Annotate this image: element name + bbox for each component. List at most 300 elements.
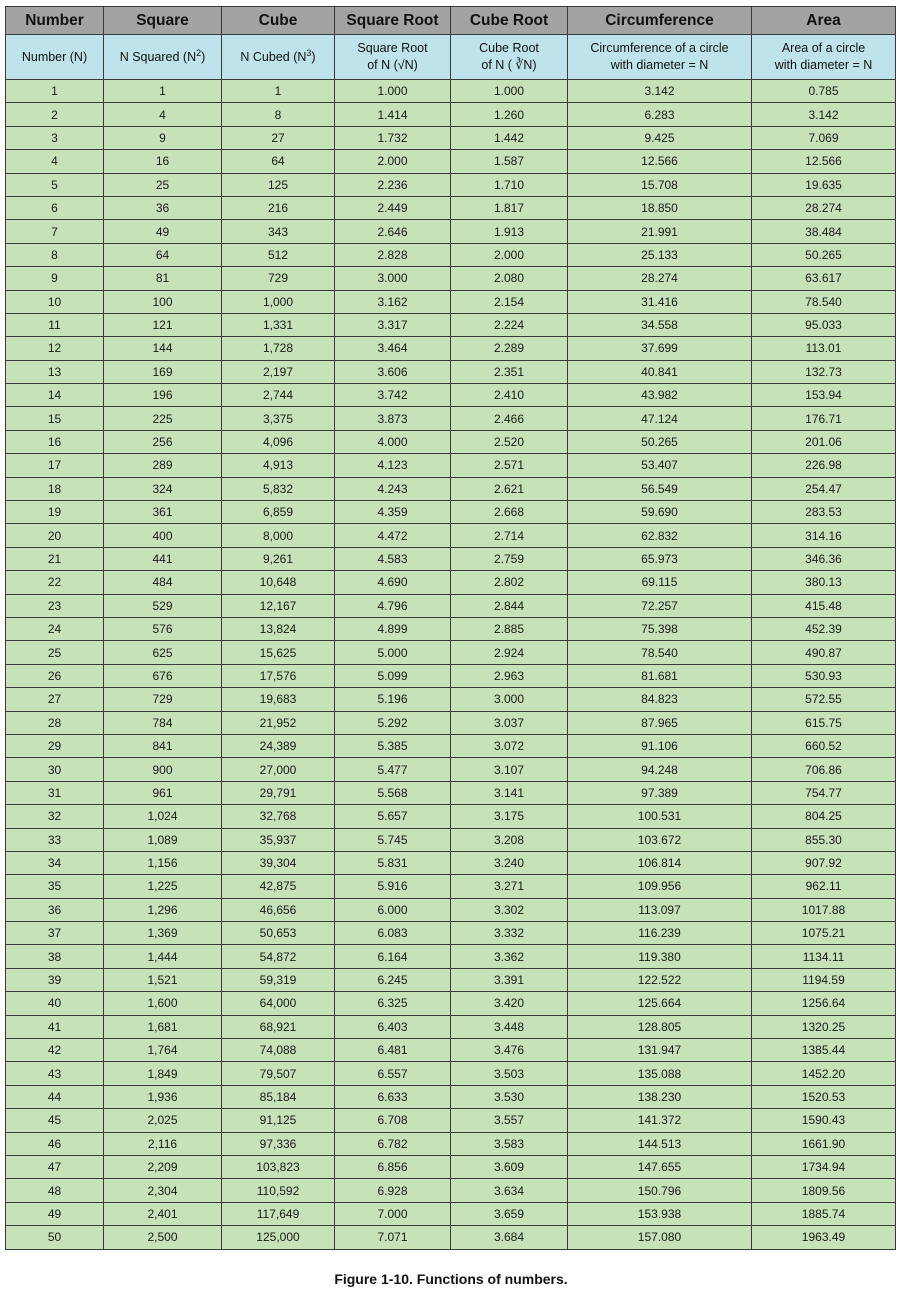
cell-cube-root: 3.271 [451,875,568,898]
cell-cube-root: 1.710 [451,173,568,196]
cell-area: 1734.94 [752,1155,896,1178]
cell-square-root: 5.196 [335,688,451,711]
cell-cube-root: 3.208 [451,828,568,851]
cell-number: 26 [6,664,104,687]
cell-circumference: 109.956 [568,875,752,898]
cell-cube-root: 3.448 [451,1015,568,1038]
cell-number: 48 [6,1179,104,1202]
cell-area: 1661.90 [752,1132,896,1155]
cell-number: 35 [6,875,104,898]
cell-circumference: 78.540 [568,641,752,664]
table-row [6,1039,896,1062]
cell-area: 1809.56 [752,1179,896,1202]
table-row [6,547,896,570]
cell-circumference: 87.965 [568,711,752,734]
cell-number: 32 [6,805,104,828]
table-row [6,898,896,921]
cell-cube: 12,167 [222,594,335,617]
cell-number: 50 [6,1226,104,1249]
table-row [6,430,896,453]
cell-square-root: 7.000 [335,1202,451,1225]
cell-area: 1256.64 [752,992,896,1015]
table-row [6,524,896,547]
cell-circumference: 72.257 [568,594,752,617]
cell-cube-root: 3.634 [451,1179,568,1202]
cell-number: 22 [6,571,104,594]
table-row [6,290,896,313]
cell-square-root: 3.162 [335,290,451,313]
cell-square-root: 6.083 [335,922,451,945]
cell-area: 804.25 [752,805,896,828]
cell-square-root: 4.796 [335,594,451,617]
table-row [6,1132,896,1155]
table-row [6,220,896,243]
cell-number: 2 [6,103,104,126]
column-header-circumference: Circumference [568,7,752,35]
cell-number: 16 [6,430,104,453]
cell-number: 28 [6,711,104,734]
cell-cube-root: 3.659 [451,1202,568,1225]
cell-cube-root: 1.587 [451,150,568,173]
cell-area: 19.635 [752,173,896,196]
cell-cube: 3,375 [222,407,335,430]
subheader-row [6,35,896,80]
cell-number: 11 [6,313,104,336]
cell-circumference: 138.230 [568,1085,752,1108]
table-row [6,1015,896,1038]
subheader-text: ) [311,49,316,64]
column-subheader-cube [222,35,335,80]
table-row [6,664,896,687]
subheader-line: with diameter = N [774,58,873,72]
cell-square-root: 6.633 [335,1085,451,1108]
cell-number: 33 [6,828,104,851]
cell-cube-root: 2.668 [451,501,568,524]
cell-number: 34 [6,851,104,874]
cell-circumference: 119.380 [568,945,752,968]
header-row [6,7,896,35]
cell-cube: 15,625 [222,641,335,664]
cell-square-root: 6.403 [335,1015,451,1038]
cell-cube-root: 3.583 [451,1132,568,1155]
cell-square-root: 5.385 [335,734,451,757]
cell-area: 12.566 [752,150,896,173]
cell-area: 283.53 [752,501,896,524]
cell-number: 19 [6,501,104,524]
cell-area: 28.274 [752,196,896,219]
subheader-text: N Cubed (N [240,49,307,64]
cell-cube: 10,648 [222,571,335,594]
cell-area: 530.93 [752,664,896,687]
cell-cube-root: 2.351 [451,360,568,383]
column-header-number: Number [6,7,104,35]
cell-cube-root: 3.175 [451,805,568,828]
cell-cube: 1 [222,80,335,103]
cell-cube: 512 [222,243,335,266]
cell-square-root: 2.828 [335,243,451,266]
table-row [6,1155,896,1178]
cell-cube-root: 2.802 [451,571,568,594]
cell-circumference: 100.531 [568,805,752,828]
cell-number: 3 [6,126,104,149]
cell-area: 1134.11 [752,945,896,968]
cell-cube: 79,507 [222,1062,335,1085]
cell-cube-root: 3.530 [451,1085,568,1108]
cell-number: 36 [6,898,104,921]
column-header-cube-root: Cube Root [451,7,568,35]
table-row [6,1085,896,1108]
cell-area: 1075.21 [752,922,896,945]
cell-circumference: 150.796 [568,1179,752,1202]
cell-area: 38.484 [752,220,896,243]
table-row [6,945,896,968]
cell-cube: 125 [222,173,335,196]
cell-square-root: 6.245 [335,968,451,991]
cell-cube-root: 2.154 [451,290,568,313]
cell-circumference: 106.814 [568,851,752,874]
cell-square-root: 6.856 [335,1155,451,1178]
cell-square: 36 [104,196,222,219]
cell-area: 490.87 [752,641,896,664]
cell-square-root: 6.782 [335,1132,451,1155]
cell-cube-root: 3.362 [451,945,568,968]
cell-square-root: 5.916 [335,875,451,898]
cell-cube-root: 2.224 [451,313,568,336]
table-row [6,1179,896,1202]
cell-square: 4 [104,103,222,126]
table-row [6,875,896,898]
cell-cube: 85,184 [222,1085,335,1108]
cell-circumference: 116.239 [568,922,752,945]
cell-square: 16 [104,150,222,173]
cell-cube-root: 3.332 [451,922,568,945]
cell-number: 9 [6,267,104,290]
cell-number: 40 [6,992,104,1015]
cell-cube-root: 3.420 [451,992,568,1015]
cell-square-root: 1.732 [335,126,451,149]
table-body [6,80,896,1250]
cell-square: 784 [104,711,222,734]
cell-square: 289 [104,454,222,477]
cell-circumference: 37.699 [568,337,752,360]
cell-circumference: 122.522 [568,968,752,991]
cell-cube-root: 2.621 [451,477,568,500]
cell-cube: 2,197 [222,360,335,383]
cell-area: 132.73 [752,360,896,383]
cell-cube: 54,872 [222,945,335,968]
table-row [6,1109,896,1132]
cell-cube: 110,592 [222,1179,335,1202]
subheader-line: of N (√N) [367,58,418,72]
cell-circumference: 91.106 [568,734,752,757]
cell-cube-root: 3.503 [451,1062,568,1085]
cell-cube-root: 1.913 [451,220,568,243]
cell-square: 729 [104,688,222,711]
cell-cube: 1,000 [222,290,335,313]
cell-cube-root: 3.000 [451,688,568,711]
table-row [6,243,896,266]
cell-square: 2,209 [104,1155,222,1178]
cell-square: 361 [104,501,222,524]
cell-square: 2,500 [104,1226,222,1249]
cell-circumference: 34.558 [568,313,752,336]
cell-square: 1,296 [104,898,222,921]
subheader-line: of N ( ∛N) [481,58,537,72]
column-subheader-square [104,35,222,80]
cell-area: 855.30 [752,828,896,851]
cell-cube-root: 1.000 [451,80,568,103]
cell-cube-root: 2.885 [451,617,568,640]
cell-circumference: 97.389 [568,781,752,804]
cell-cube: 64 [222,150,335,173]
table-row [6,758,896,781]
cell-square: 324 [104,477,222,500]
cell-square: 256 [104,430,222,453]
cell-circumference: 135.088 [568,1062,752,1085]
cell-cube: 117,649 [222,1202,335,1225]
cell-circumference: 3.142 [568,80,752,103]
cell-square: 625 [104,641,222,664]
cell-cube: 1,331 [222,313,335,336]
cell-cube-root: 2.000 [451,243,568,266]
cell-square: 144 [104,337,222,360]
cell-cube-root: 2.289 [451,337,568,360]
cell-circumference: 62.832 [568,524,752,547]
cell-square-root: 4.899 [335,617,451,640]
cell-square-root: 2.236 [335,173,451,196]
cell-cube: 8,000 [222,524,335,547]
cell-circumference: 28.274 [568,267,752,290]
cell-square-root: 4.472 [335,524,451,547]
cell-circumference: 18.850 [568,196,752,219]
cell-number: 44 [6,1085,104,1108]
cell-cube-root: 3.037 [451,711,568,734]
cell-cube: 27,000 [222,758,335,781]
cell-number: 38 [6,945,104,968]
cell-cube-root: 3.684 [451,1226,568,1249]
cell-area: 1385.44 [752,1039,896,1062]
cell-cube: 5,832 [222,477,335,500]
cell-cube-root: 3.107 [451,758,568,781]
cell-area: 95.033 [752,313,896,336]
table-row [6,781,896,804]
superscript: 3 [306,47,312,58]
cell-square: 1,600 [104,992,222,1015]
cell-circumference: 47.124 [568,407,752,430]
cell-square-root: 1.000 [335,80,451,103]
cell-square: 64 [104,243,222,266]
cell-cube: 6,859 [222,501,335,524]
cell-cube: 68,921 [222,1015,335,1038]
table-row [6,571,896,594]
cell-circumference: 31.416 [568,290,752,313]
cell-square-root: 6.928 [335,1179,451,1202]
cell-number: 25 [6,641,104,664]
cell-number: 49 [6,1202,104,1225]
cell-cube-root: 3.476 [451,1039,568,1062]
cell-circumference: 59.690 [568,501,752,524]
table-row [6,1202,896,1225]
cell-circumference: 81.681 [568,664,752,687]
cell-number: 21 [6,547,104,570]
cell-area: 7.069 [752,126,896,149]
cell-cube: 19,683 [222,688,335,711]
cell-number: 24 [6,617,104,640]
cell-square: 1,024 [104,805,222,828]
cell-area: 1320.25 [752,1015,896,1038]
cell-cube-root: 3.141 [451,781,568,804]
table-row [6,968,896,991]
table-row [6,641,896,664]
cell-square: 25 [104,173,222,196]
column-subheader-area [752,35,896,80]
cell-cube-root: 2.080 [451,267,568,290]
cell-number: 13 [6,360,104,383]
table-row [6,80,896,103]
table-row [6,407,896,430]
cell-circumference: 43.982 [568,384,752,407]
functions-table [5,6,896,1250]
cell-square-root: 3.606 [335,360,451,383]
cell-cube: 4,913 [222,454,335,477]
table-row [6,196,896,219]
cell-cube: 24,389 [222,734,335,757]
cell-cube-root: 2.714 [451,524,568,547]
cell-square: 2,025 [104,1109,222,1132]
cell-cube-root: 3.557 [451,1109,568,1132]
cell-number: 15 [6,407,104,430]
column-header-square-root: Square Root [335,7,451,35]
cell-square-root: 3.873 [335,407,451,430]
cell-square-root: 3.000 [335,267,451,290]
table-row [6,454,896,477]
cell-square-root: 5.568 [335,781,451,804]
cell-number: 12 [6,337,104,360]
cell-area: 1590.43 [752,1109,896,1132]
superscript: 2 [196,47,202,58]
cell-square: 900 [104,758,222,781]
cell-square: 961 [104,781,222,804]
cell-square-root: 4.359 [335,501,451,524]
cell-cube-root: 2.844 [451,594,568,617]
table-row [6,313,896,336]
table-row [6,384,896,407]
cell-area: 346.36 [752,547,896,570]
table-row [6,150,896,173]
subheader-text: Number (N) [21,49,88,64]
cell-square-root: 6.481 [335,1039,451,1062]
cell-circumference: 6.283 [568,103,752,126]
cell-cube: 13,824 [222,617,335,640]
cell-cube-root: 3.609 [451,1155,568,1178]
cell-square-root: 3.464 [335,337,451,360]
cell-square-root: 7.071 [335,1226,451,1249]
cell-cube: 32,768 [222,805,335,828]
cell-square: 100 [104,290,222,313]
cell-cube: 125,000 [222,1226,335,1249]
figure-caption: Figure 1-10. Functions of numbers. [334,1271,568,1287]
cell-cube: 50,653 [222,922,335,945]
subheader-line: Circumference of a circle [590,41,729,55]
cell-cube-root: 3.240 [451,851,568,874]
cell-cube: 29,791 [222,781,335,804]
cell-cube: 343 [222,220,335,243]
cell-square-root: 3.317 [335,313,451,336]
cell-number: 42 [6,1039,104,1062]
column-subheader-circumference [568,35,752,80]
cell-square: 81 [104,267,222,290]
cell-area: 254.47 [752,477,896,500]
cell-square-root: 2.449 [335,196,451,219]
cell-area: 0.785 [752,80,896,103]
table-row [6,360,896,383]
table-row [6,126,896,149]
column-subheader-number [6,35,104,80]
table-row [6,267,896,290]
cell-area: 1520.53 [752,1085,896,1108]
cell-number: 47 [6,1155,104,1178]
cell-square: 225 [104,407,222,430]
cell-circumference: 147.655 [568,1155,752,1178]
cell-cube-root: 3.072 [451,734,568,757]
cell-cube: 103,823 [222,1155,335,1178]
cell-square: 49 [104,220,222,243]
cell-cube: 97,336 [222,1132,335,1155]
table-row [6,922,896,945]
cell-circumference: 94.248 [568,758,752,781]
cell-square: 576 [104,617,222,640]
table-row [6,1062,896,1085]
table-row [6,173,896,196]
column-header-area: Area [752,7,896,35]
cell-circumference: 144.513 [568,1132,752,1155]
cell-cube-root: 3.302 [451,898,568,921]
cell-square: 2,401 [104,1202,222,1225]
table-row [6,734,896,757]
cell-square: 196 [104,384,222,407]
cell-square: 121 [104,313,222,336]
cell-square: 1,936 [104,1085,222,1108]
cell-area: 615.75 [752,711,896,734]
cell-number: 30 [6,758,104,781]
cell-area: 153.94 [752,384,896,407]
table-row [6,103,896,126]
cell-area: 380.13 [752,571,896,594]
cell-square: 1,849 [104,1062,222,1085]
cell-square-root: 6.708 [335,1109,451,1132]
cell-cube-root: 2.520 [451,430,568,453]
table-row [6,1226,896,1249]
cell-cube: 2,744 [222,384,335,407]
cell-square-root: 6.325 [335,992,451,1015]
cell-number: 1 [6,80,104,103]
cell-number: 20 [6,524,104,547]
cell-circumference: 69.115 [568,571,752,594]
cell-area: 706.86 [752,758,896,781]
cell-number: 6 [6,196,104,219]
cell-area: 176.71 [752,407,896,430]
cell-circumference: 56.549 [568,477,752,500]
cell-square: 1,764 [104,1039,222,1062]
cell-circumference: 153.938 [568,1202,752,1225]
cell-square: 484 [104,571,222,594]
cell-circumference: 9.425 [568,126,752,149]
cell-square: 1,089 [104,828,222,851]
cell-square-root: 5.831 [335,851,451,874]
cell-cube: 17,576 [222,664,335,687]
cell-square: 441 [104,547,222,570]
cell-cube: 59,319 [222,968,335,991]
